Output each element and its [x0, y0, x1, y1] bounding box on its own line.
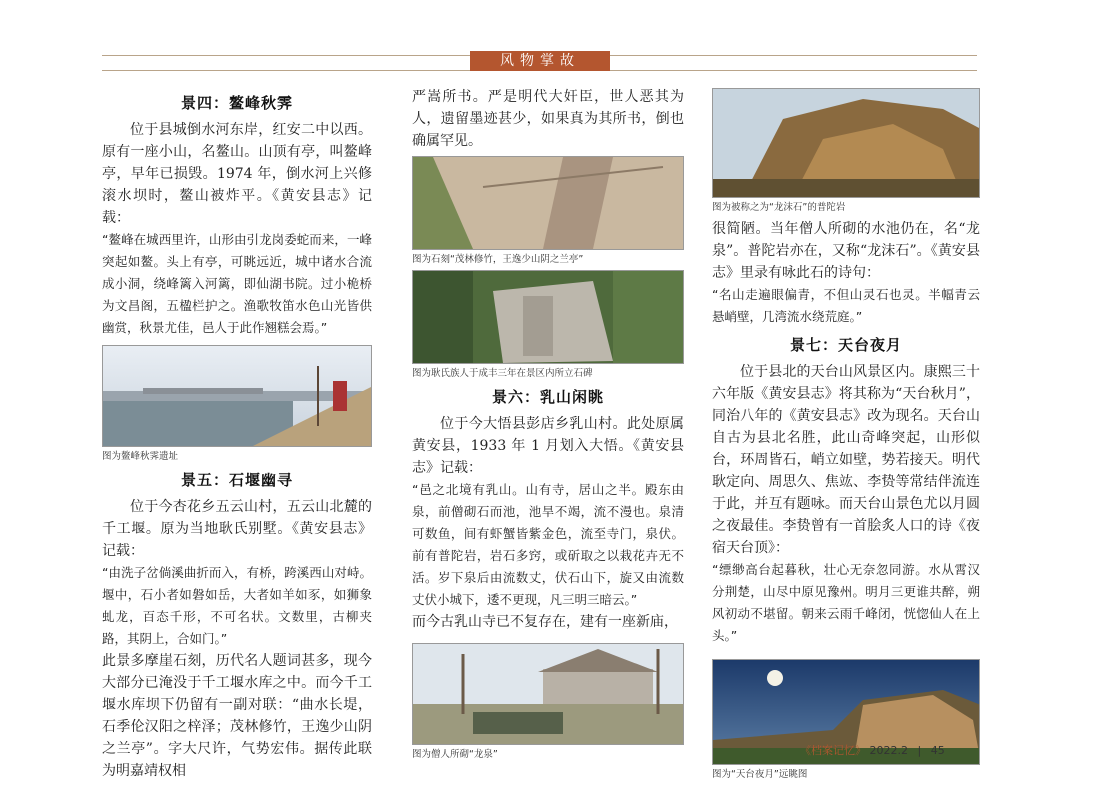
paragraph: 位于今杏花乡五云山村，五云山北麓的千工堰。原为当地耿氏别墅。《黄安县志》记载：: [102, 499, 372, 559]
section-header: 风物掌故: [470, 51, 610, 71]
section-title-4: 景四：鳌峰秋霁: [180, 94, 293, 112]
column-1: [102, 86, 372, 782]
section-title-5: 景五：石堰幽寻: [180, 471, 293, 489]
footer-separator: |: [917, 744, 922, 757]
column-2: [412, 86, 684, 765]
paragraph: 而今古乳山寺已不复存在，建有一座新庙，: [412, 614, 678, 630]
photo-stele: [412, 270, 684, 364]
paragraph: 很简陋。当年僧人所砌的水池仍在，名“龙泉”。普陀岩亦在，又称“龙沫石”。《黄安县志》里录有咏此石的诗句：: [712, 221, 980, 281]
paragraph: 位于今大悟县彭店乡乳山村。此处原属黄安县，1933 年 1 月划入大悟。《黄安县志》记载：: [412, 416, 684, 476]
photo-caption: 图为“天台夜月”远眺图: [712, 769, 808, 780]
photo-caption: 图为耿氏族人于成丰三年在景区内所立石碑: [412, 368, 593, 379]
photo-caption: 图为鳌峰秋霁遗址: [102, 451, 179, 462]
paragraph: 此景多摩崖石刻，历代名人题词甚多，现今大部分已淹没于千工堰水库之中。而今千工堰水库坝下仍留有一副对联：“曲水长堤，石季伦汉阳之梓泽；茂林修竹，王逸少山阴之兰亭”。字大尺许，气势宏伟。据传此联为明嘉靖权相: [102, 653, 372, 779]
issue-number: 2022.2: [869, 744, 908, 757]
photo-putuo-rock: [712, 88, 980, 198]
quote: “鳌峰在城西里许，山形由引龙岗委蛇而来，一峰突起如鳌。头上有亭，可眺远近，城中诸水合流成小洞，绕峰篱入河篱，即仙湖书院。过小桅桥为文昌阁，五楹栏护之。渔歌牧笛水色山光皆供幽赏，秋景尤佳，邑人于此作翘糕会焉。”: [102, 232, 372, 335]
quote: “邑之北境有乳山。山有寺，居山之半。殿东由泉，前僧砌石而池，池旱不竭，流不漫也。泉清可数鱼，间有虾蟹皆紫金色，流至寺门，泉伏。前有普陀岩，岩石多窍，或斫取之以栽花卉无不活。岁下泉后由流数丈，伏石山下，旋又由流数丈伏小城下，逶不更现，凡三明三暗云。”: [412, 482, 684, 607]
page-number: 45: [930, 744, 945, 757]
photo-caption: 图为石刻“茂林修竹，王逸少山阴之兰亭”: [412, 254, 584, 265]
quote: “名山走遍眼偏青，不但山灵石也灵。半幅青云悬峭壁，几湾流水绕荒庭。”: [712, 287, 980, 324]
section-title-6: 景六：乳山闲眺: [491, 388, 604, 406]
paragraph: 严嵩所书。严是明代大奸臣，世人恶其为人，遗留墨迹甚少，如果真为其所书，倒也确属罕见。: [412, 89, 684, 149]
paragraph: 位于县城倒水河东岸，红安二中以西。原有一座小山，名鳌山。山顶有亭，叫鳌峰亭，早年已损毁。1974 年，倒水河上兴修滚水坝时，鳌山被炸平。《黄安县志》记载：: [102, 122, 372, 226]
photo-caption: 图为被称之为“龙沫石”的普陀岩: [712, 202, 846, 213]
photo-longquan: [412, 643, 684, 745]
magazine-name: 《档案记忆》: [800, 744, 866, 757]
quote: “缥缈高台起暮秋，壮心无奈忽同游。水从霄汉分荆楚，山尽中原见豫州。明月三更谁共醉，朔风初动不堪留。朝来云雨千峰闭，恍惚仙人在上头。”: [712, 562, 980, 643]
paragraph: 位于县北的天台山风景区内。康熙三十六年版《黄安县志》将其称为“天台秋月”，同治八年的《黄安县志》改为现名。天台山自古为县北名胜，此山奇峰突起，山形似台，环周皆石，峭立如壁，势若接天。明代耿定向、周思久、焦竑、李贽等常结伴流连于此，并互有题咏。而天台山景色尤以月圆之夜最佳。李贽曾有一首脍炙人口的诗《夜宿天台顶》：: [712, 364, 980, 556]
photo-inscription: [412, 156, 684, 250]
column-3: [712, 88, 980, 785]
photo-aofeng: [102, 345, 372, 447]
section-title-7: 景七：天台夜月: [789, 336, 902, 354]
photo-caption: 图为僧人所砌“龙泉”: [412, 749, 498, 760]
quote: “由洗子岔倘溪曲折而入，有桥，跨溪西山对峙。堰中，石小者如磐如岳，大者如羊如豕，如狮象虬龙，百态千形，不可名状。文数里，古柳夹路，其阴上，合如门。”: [102, 565, 372, 646]
page-footer: [800, 742, 945, 758]
